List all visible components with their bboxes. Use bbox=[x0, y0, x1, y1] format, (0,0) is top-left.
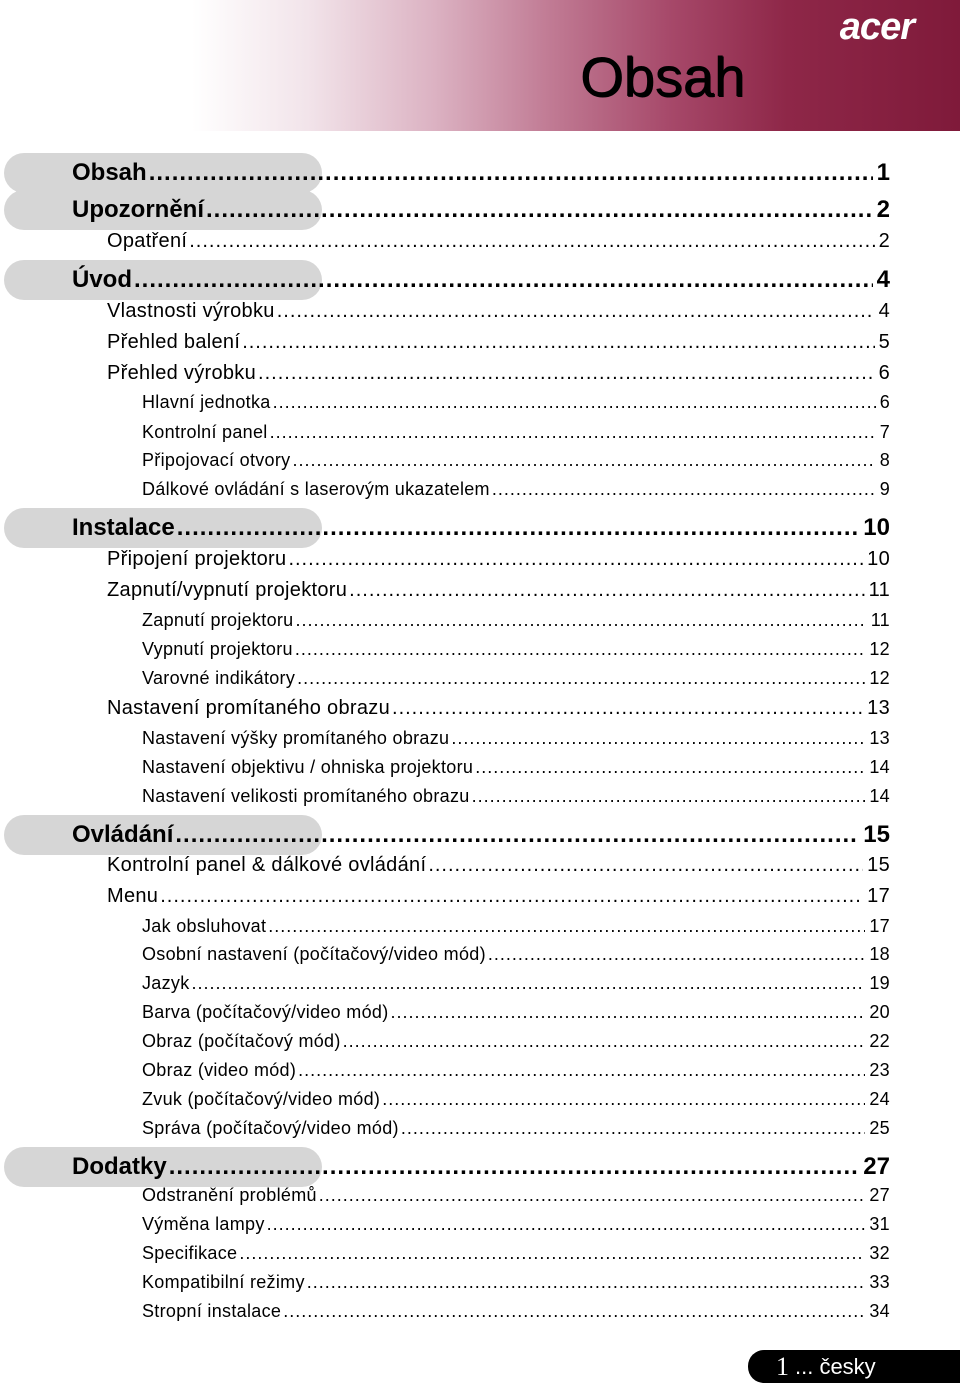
toc-section-entry[interactable] bbox=[72, 265, 890, 295]
header-band bbox=[0, 0, 960, 131]
toc-page-number: 12 bbox=[869, 668, 890, 688]
toc-entry-label: Zapnutí projektoru bbox=[142, 610, 294, 630]
toc-subentry[interactable] bbox=[142, 608, 890, 632]
toc-page-number: 27 bbox=[869, 1185, 890, 1205]
toc-page-number: 25 bbox=[869, 1118, 890, 1138]
dot-leader bbox=[169, 1152, 860, 1182]
toc-subentry[interactable] bbox=[142, 1299, 890, 1323]
toc-entry-label: Upozornění bbox=[72, 196, 204, 223]
dot-leader bbox=[382, 1087, 865, 1111]
toc-page-number: 11 bbox=[870, 610, 890, 630]
dot-leader bbox=[401, 1116, 866, 1140]
toc-page-number: 4 bbox=[878, 300, 890, 322]
footer-page-number: 1 bbox=[776, 1351, 789, 1381]
dot-leader bbox=[283, 1299, 865, 1323]
toc-entry-label: Kompatibilní režimy bbox=[142, 1272, 305, 1292]
toc-entry[interactable] bbox=[107, 695, 890, 721]
dot-leader bbox=[149, 158, 873, 188]
toc-entry-label: Obraz (video mód) bbox=[142, 1060, 297, 1080]
toc-entry-label: Úvod bbox=[72, 266, 132, 293]
page-footer bbox=[748, 1350, 960, 1383]
toc-entry[interactable] bbox=[107, 298, 890, 324]
dot-leader bbox=[268, 914, 865, 938]
toc-page-number: 8 bbox=[879, 450, 890, 470]
toc-page-number: 17 bbox=[867, 885, 890, 907]
dot-leader bbox=[160, 883, 863, 909]
toc-entry-label: Nastavení výšky promítaného obrazu bbox=[142, 728, 450, 748]
toc-page-number: 10 bbox=[867, 548, 890, 570]
toc-page-number: 9 bbox=[879, 479, 890, 499]
toc-subentry[interactable] bbox=[142, 637, 890, 661]
toc-subentry[interactable] bbox=[142, 971, 890, 995]
toc-page-number: 18 bbox=[869, 944, 890, 964]
dot-leader bbox=[297, 666, 865, 690]
toc-entry-label: Zapnutí/vypnutí projektoru bbox=[107, 579, 348, 601]
toc-entry-label: Jak obsluhovat bbox=[142, 916, 267, 936]
toc-page-number: 12 bbox=[869, 639, 890, 659]
toc-subentry[interactable] bbox=[142, 755, 890, 779]
toc-subentry[interactable] bbox=[142, 1087, 890, 1111]
dot-leader bbox=[343, 1029, 866, 1053]
toc-entry-label: Obsah bbox=[72, 159, 147, 186]
toc-entry-label: Instalace bbox=[72, 514, 175, 541]
dot-leader bbox=[192, 971, 866, 995]
toc-entry-label: Kontrolní panel bbox=[142, 422, 268, 442]
toc-subentry[interactable] bbox=[142, 726, 890, 750]
toc-entry[interactable] bbox=[107, 228, 890, 254]
toc-entry-label: Opatření bbox=[107, 230, 188, 252]
toc-page-number: 6 bbox=[878, 362, 890, 384]
dot-leader bbox=[451, 726, 865, 750]
toc-page-number: 5 bbox=[878, 331, 890, 353]
toc-entry-label: Připojení projektoru bbox=[107, 548, 287, 570]
dot-leader bbox=[292, 448, 875, 472]
toc-page-number: 2 bbox=[876, 196, 890, 223]
toc-subentry[interactable] bbox=[142, 1241, 890, 1265]
dot-leader bbox=[242, 329, 874, 355]
toc-entry-label: Nastavení objektivu / ohniska projektoru bbox=[142, 757, 474, 777]
toc-entry-label: Menu bbox=[107, 885, 159, 907]
toc-page-number: 20 bbox=[869, 1002, 890, 1022]
toc-entry-label: Barva (počítačový/video mód) bbox=[142, 1002, 389, 1022]
toc-entry-label: Jazyk bbox=[142, 973, 190, 993]
footer-language: ... česky bbox=[795, 1353, 876, 1379]
toc-entry-label: Zvuk (počítačový/video mód) bbox=[142, 1089, 381, 1109]
toc-page-number: 32 bbox=[869, 1243, 890, 1263]
dot-leader bbox=[298, 1058, 865, 1082]
toc-page-number: 13 bbox=[867, 697, 890, 719]
toc-subentry[interactable] bbox=[142, 1116, 890, 1140]
toc-subentry[interactable] bbox=[142, 784, 890, 808]
toc-page-number: 15 bbox=[863, 821, 890, 848]
toc-entry-label: Obraz (počítačový mód) bbox=[142, 1031, 341, 1051]
toc-section-entry[interactable] bbox=[72, 513, 890, 543]
dot-leader bbox=[307, 1270, 866, 1294]
dot-leader bbox=[177, 513, 860, 543]
dot-leader bbox=[428, 852, 863, 878]
dot-leader bbox=[258, 360, 875, 386]
toc-page-number: 1 bbox=[876, 159, 890, 186]
toc-entry-label: Specifikace bbox=[142, 1243, 238, 1263]
dot-leader bbox=[270, 420, 876, 444]
toc-page-number: 10 bbox=[863, 514, 890, 541]
toc-subentry[interactable] bbox=[142, 1270, 890, 1294]
toc-entry-label: Správa (počítačový/video mód) bbox=[142, 1118, 399, 1138]
page-title: Obsah bbox=[580, 45, 745, 108]
toc-section-entry[interactable] bbox=[72, 158, 890, 188]
dot-leader bbox=[349, 577, 864, 603]
dot-leader bbox=[134, 265, 873, 295]
toc-section-entry[interactable] bbox=[72, 820, 890, 850]
dot-leader bbox=[267, 1212, 866, 1236]
toc-page-number: 19 bbox=[869, 973, 890, 993]
toc-entry[interactable] bbox=[107, 852, 890, 878]
toc-subentry[interactable] bbox=[142, 666, 890, 690]
toc-subentry[interactable] bbox=[142, 1000, 890, 1024]
toc-entry[interactable] bbox=[107, 883, 890, 909]
acer-logo: acer bbox=[839, 6, 914, 48]
toc-entry-label: Dodatky bbox=[72, 1153, 167, 1180]
toc-entry-label: Kontrolní panel & dálkové ovládání bbox=[107, 854, 427, 876]
toc-entry-label: Nastavení velikosti promítaného obrazu bbox=[142, 786, 470, 806]
dot-leader bbox=[319, 1183, 866, 1207]
toc-section-entry[interactable] bbox=[72, 1152, 890, 1182]
dot-leader bbox=[472, 784, 866, 808]
toc-page-number: 14 bbox=[869, 786, 890, 806]
dot-leader bbox=[295, 637, 866, 661]
toc-entry-label: Hlavní jednotka bbox=[142, 392, 271, 412]
toc-page-number: 13 bbox=[869, 728, 890, 748]
toc-entry-label: Nastavení promítaného obrazu bbox=[107, 697, 391, 719]
dot-leader bbox=[277, 298, 875, 324]
toc-entry-label: Odstranění problémů bbox=[142, 1185, 317, 1205]
toc-entry-label: Vypnutí projektoru bbox=[142, 639, 293, 659]
toc-page-number: 17 bbox=[869, 916, 890, 936]
toc-page-number: 22 bbox=[869, 1031, 890, 1051]
toc-page-number: 4 bbox=[876, 266, 890, 293]
toc-subentry[interactable] bbox=[142, 1058, 890, 1082]
toc-page-number: 33 bbox=[869, 1272, 890, 1292]
dot-leader bbox=[273, 390, 876, 414]
toc-page-number: 31 bbox=[869, 1214, 890, 1234]
toc-entry[interactable] bbox=[107, 360, 890, 386]
dot-leader bbox=[189, 228, 874, 254]
toc-entry-label: Přehled balení bbox=[107, 331, 241, 353]
toc-entry[interactable] bbox=[107, 329, 890, 355]
dot-leader bbox=[475, 755, 865, 779]
toc-page-number: 2 bbox=[878, 230, 890, 252]
toc-entry[interactable] bbox=[107, 546, 890, 572]
dot-leader bbox=[206, 195, 873, 225]
toc-entry-label: Připojovací otvory bbox=[142, 450, 291, 470]
toc-page-number: 27 bbox=[863, 1153, 890, 1180]
toc-subentry[interactable] bbox=[142, 942, 890, 966]
toc-entry[interactable] bbox=[107, 577, 890, 603]
toc-entry-label: Ovládání bbox=[72, 821, 174, 848]
toc-entry-label: Výměna lampy bbox=[142, 1214, 265, 1234]
toc-section-entry[interactable] bbox=[72, 195, 890, 225]
toc-subentry[interactable] bbox=[142, 477, 890, 501]
toc-page-number: 7 bbox=[879, 422, 890, 442]
toc-subentry[interactable] bbox=[142, 420, 890, 444]
dot-leader bbox=[288, 546, 863, 572]
toc-page-number: 14 bbox=[869, 757, 890, 777]
toc-page-number: 11 bbox=[868, 579, 890, 601]
dot-leader bbox=[175, 820, 859, 850]
toc-page-number: 24 bbox=[869, 1089, 890, 1109]
toc-entry-label: Přehled výrobku bbox=[107, 362, 257, 384]
toc-page-number: 6 bbox=[879, 392, 890, 412]
dot-leader bbox=[239, 1241, 865, 1265]
toc-subentry[interactable] bbox=[142, 448, 890, 472]
toc-subentry[interactable] bbox=[142, 390, 890, 414]
toc-subentry[interactable] bbox=[142, 1183, 890, 1207]
toc-subentry[interactable] bbox=[142, 1212, 890, 1236]
toc-entry-label: Dálkové ovládání s laserovým ukazatelem bbox=[142, 479, 490, 499]
toc-subentry[interactable] bbox=[142, 914, 890, 938]
dot-leader bbox=[392, 695, 863, 721]
toc-subentry[interactable] bbox=[142, 1029, 890, 1053]
toc-entry-label: Stropní instalace bbox=[142, 1301, 282, 1321]
toc-page-number: 23 bbox=[869, 1060, 890, 1080]
toc-page-number: 15 bbox=[867, 854, 890, 876]
dot-leader bbox=[488, 942, 866, 966]
dot-leader bbox=[492, 477, 876, 501]
toc-page-number: 34 bbox=[869, 1301, 890, 1321]
toc-entry-label: Vlastnosti výrobku bbox=[107, 300, 275, 322]
toc-entry-label: Varovné indikátory bbox=[142, 668, 296, 688]
dot-leader bbox=[391, 1000, 866, 1024]
toc-entry-label: Osobní nastavení (počítačový/video mód) bbox=[142, 944, 486, 964]
dot-leader bbox=[295, 608, 866, 632]
